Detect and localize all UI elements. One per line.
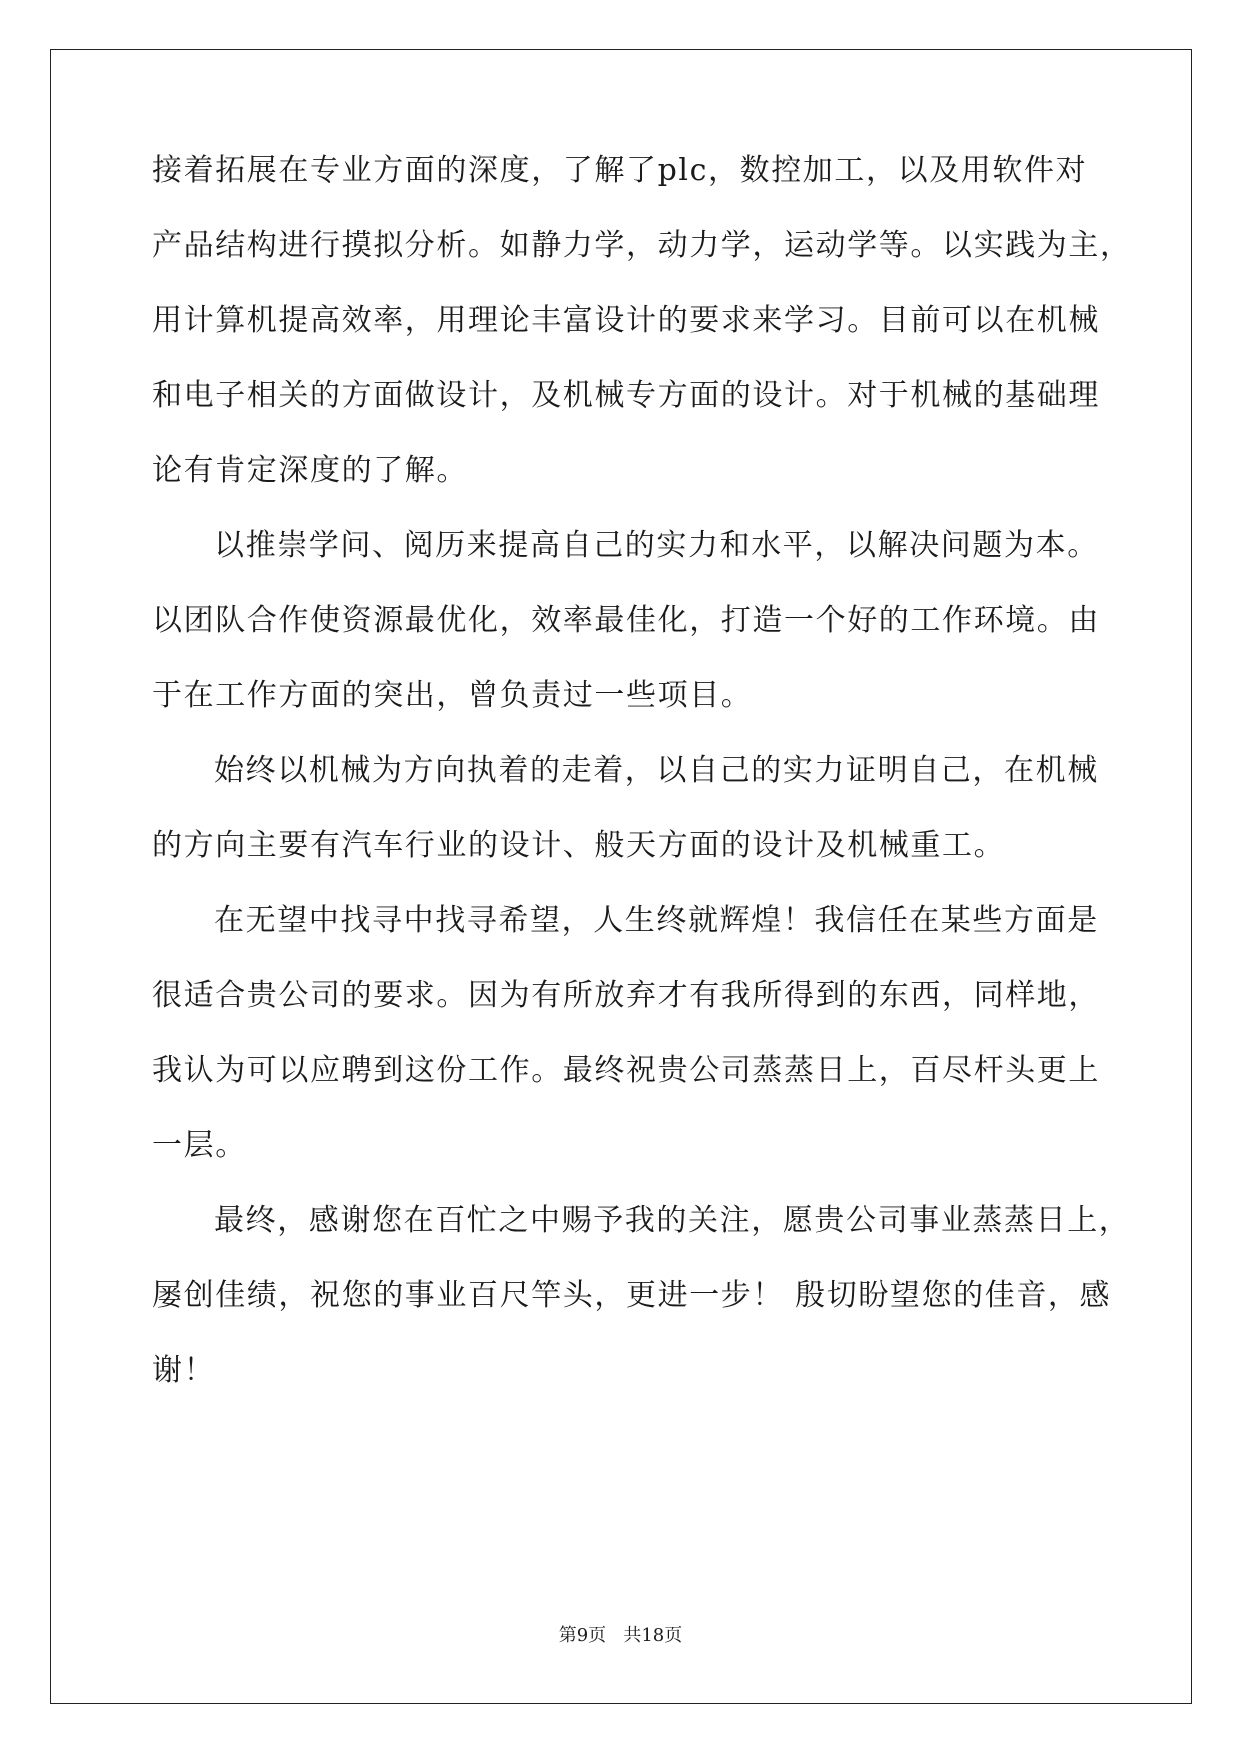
paragraph-first-line: 以推崇学问、阅历来提高自己的实力和水平，以解决问题为本。 <box>214 528 1099 563</box>
body-line: 用计算机提高效率，用理论丰富设计的要求来学习。目前可以在机械 <box>152 303 1100 338</box>
body-line: 很适合贵公司的要求。因为有所放弃才有我所得到的东西，同样地， <box>152 978 1100 1013</box>
body-line: 接着拓展在专业方面的深度，了解了plc，数控加工，以及用软件对 <box>152 153 1088 188</box>
body-line: 论有肯定深度的了解。 <box>152 453 468 488</box>
body-line: 产品结构进行摸拟分析。如静力学，动力学，运动学等。以实践为主， <box>152 228 1132 263</box>
paragraph-first-line: 始终以机械为方向执着的走着，以自己的实力证明自己，在机械 <box>214 753 1099 788</box>
paragraph-first-line: 最终，感谢您在百忙之中赐予我的关注，愿贵公司事业蒸蒸日上， <box>214 1203 1131 1238</box>
paragraph-first-line: 在无望中找寻中找寻希望，人生终就辉煌！我信任在某些方面是 <box>214 903 1099 938</box>
body-line: 谢！ <box>152 1353 216 1388</box>
body-line: 一层。 <box>152 1128 247 1163</box>
body-line: 以团队合作使资源最优化，效率最佳化，打造一个好的工作环境。由 <box>152 603 1100 638</box>
page-number-footer: 第9页 共18页 <box>558 1625 683 1646</box>
page-border <box>50 49 1192 1704</box>
body-line: 我认为可以应聘到这份工作。最终祝贵公司蒸蒸日上，百尽杆头更上 <box>152 1053 1100 1088</box>
body-line: 于在工作方面的突出，曾负责过一些项目。 <box>152 678 753 713</box>
body-line: 的方向主要有汽车行业的设计、般天方面的设计及机械重工。 <box>152 828 1006 863</box>
body-line: 屡创佳绩，祝您的事业百尺竿头，更进一步！ 殷切盼望您的佳音，感 <box>152 1278 1112 1313</box>
body-line: 和电子相关的方面做设计，及机械专方面的设计。对于机械的基础理 <box>152 378 1100 413</box>
